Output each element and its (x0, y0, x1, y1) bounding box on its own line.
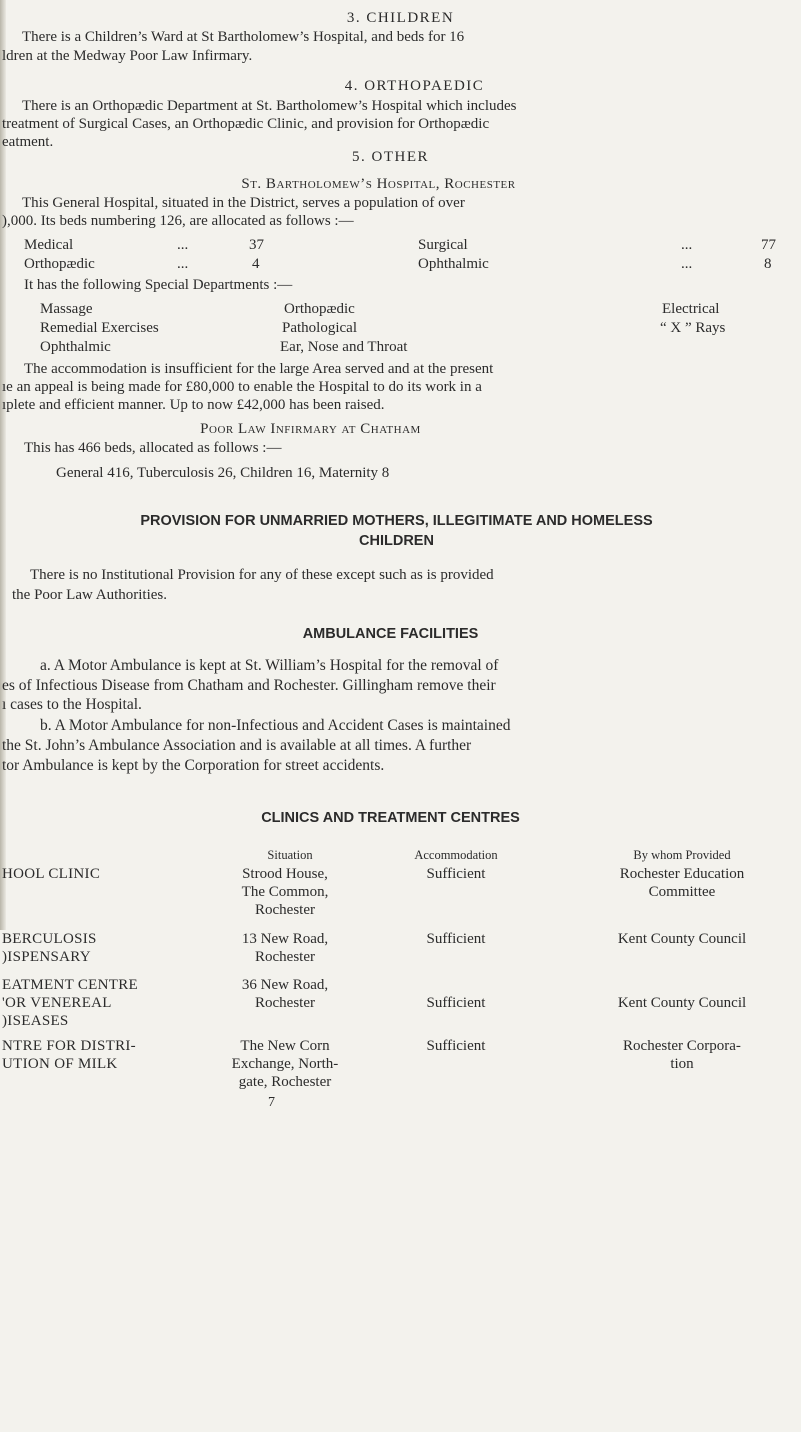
bed-label-orthopaedic: Orthopædic (24, 256, 95, 272)
provider-school-line-1: Rochester Education (619, 866, 745, 882)
bed-value-orthopaedic: 4 (252, 256, 260, 272)
ambulance-line-3: ı cases to the Hospital. (2, 696, 142, 713)
provider-tuberculosis: Kent County Council (617, 931, 747, 947)
clinic-name-milk-line-1: NTRE FOR DISTRI- (2, 1038, 136, 1054)
column-header-situation: Situation (267, 848, 313, 862)
provider-milk-line-2: tion (670, 1056, 694, 1072)
accommodation-milk: Sufficient (426, 1038, 486, 1054)
situation-venereal-line-1: 36 New Road, (241, 977, 329, 993)
clinic-name-tuberculosis-line-1: BERCULOSIS (2, 931, 97, 947)
column-header-accommodation: Accommodation (414, 848, 498, 862)
hospital-line-2: ),000. Its beds numbering 126, are allocated as follows :— (2, 213, 354, 229)
special-departments-intro: It has the following Special Departments :— (24, 277, 293, 293)
hospital-title: St. Bartholomew’s Hospital, Rochester (241, 176, 516, 192)
appeal-line-3: ıplete and efficient manner. Up to now £42,000 has been raised. (2, 397, 385, 413)
ambulance-line-5: the St. John’s Ambulance Association and is available at all times. A further (2, 737, 472, 754)
clinic-name-school: HOOL CLINIC (2, 866, 101, 882)
column-header-provider: By whom Provided (633, 848, 731, 862)
page-number: 7 (268, 1095, 275, 1110)
children-heading: 3. CHILDREN (346, 10, 455, 26)
accommodation-venereal: Sufficient (426, 995, 486, 1011)
bed-dots-medical: ... (177, 237, 189, 253)
infirmary-line-1: This has 466 beds, allocated as follows :— (24, 440, 282, 456)
situation-school-line-3: Rochester (255, 902, 315, 918)
provision-heading-line-2: CHILDREN (359, 533, 434, 549)
ambulance-line-6: tor Ambulance is kept by the Corporation for street accidents. (2, 757, 385, 774)
provider-venereal: Kent County Council (617, 995, 747, 1011)
ambulance-line-2: es of Infectious Disease from Chatham and Rochester. Gillingham remove their (2, 677, 496, 694)
bed-label-surgical: Surgical (418, 237, 468, 253)
bed-dots-surgical: ... (681, 237, 693, 253)
provision-line-2: the Poor Law Authorities. (12, 587, 167, 603)
dept-ear-nose-throat: Ear, Nose and Throat (280, 339, 408, 355)
situation-venereal-line-2: Rochester (255, 995, 315, 1011)
infirmary-line-2: General 416, Tuberculosis 26, Children 16, Maternity 8 (56, 465, 390, 481)
clinic-name-venereal-line-2: 'OR VENEREAL (2, 995, 112, 1011)
situation-school-line-2: The Common, (241, 884, 329, 900)
dept-electrical: Electrical (662, 301, 720, 317)
provision-line-1: There is no Institutional Provision for any of these except such as is provided (30, 567, 494, 583)
bed-value-ophthalmic: 8 (764, 256, 772, 272)
bed-label-ophthalmic: Ophthalmic (418, 256, 489, 272)
orthopaedic-heading: 4. ORTHOPAEDIC (344, 78, 485, 94)
clinic-name-milk-line-2: UTION OF MILK (2, 1056, 118, 1072)
dept-massage: Massage (40, 301, 93, 317)
appeal-line-1: The accommodation is insufficient for the large Area served and at the present (24, 361, 494, 377)
clinic-name-tuberculosis-line-2: )ISPENSARY (2, 949, 91, 965)
provider-school-line-2: Committee (648, 884, 716, 900)
dept-orthopaedic: Orthopædic (284, 301, 355, 317)
ambulance-heading: AMBULANCE FACILITIES (302, 626, 479, 642)
clinic-name-venereal-line-3: )ISEASES (2, 1013, 69, 1029)
accommodation-tuberculosis: Sufficient (426, 931, 486, 947)
situation-milk-line-3: gate, Rochester (238, 1074, 332, 1090)
situation-tuberculosis-line-2: Rochester (255, 949, 315, 965)
bed-label-medical: Medical (24, 237, 74, 253)
dept-remedial-exercises: Remedial Exercises (40, 320, 159, 336)
provider-milk-line-1: Rochester Corpora- (623, 1038, 741, 1054)
children-line-2: ldren at the Medway Poor Law Infirmary. (2, 48, 253, 64)
dept-ophthalmic: Ophthalmic (40, 339, 111, 355)
orthopaedic-line-3: eatment. (2, 134, 54, 150)
provision-heading-line-1: PROVISION FOR UNMARRIED MOTHERS, ILLEGITIMATE AND HOMELESS (140, 513, 653, 529)
orthopaedic-line-2: treatment of Surgical Cases, an Orthopædic Clinic, and provision for Orthopædic (2, 116, 490, 132)
situation-tuberculosis-line-1: 13 New Road, (241, 931, 329, 947)
bed-dots-orthopaedic: ... (177, 256, 189, 272)
clinic-name-venereal-line-1: EATMENT CENTRE (2, 977, 138, 993)
bed-dots-ophthalmic: ... (681, 256, 693, 272)
clinics-heading: CLINICS AND TREATMENT CENTRES (261, 810, 520, 826)
dept-pathological: Pathological (282, 320, 357, 336)
orthopaedic-line-1: There is an Orthopædic Department at St. Bartholomew’s Hospital which includes (22, 98, 517, 114)
situation-school-line-1: Strood House, (242, 866, 328, 882)
dept-x-rays: “ X ” Rays (660, 320, 726, 336)
ambulance-line-4: b. A Motor Ambulance for non-Infectious and Accident Cases is maintained (40, 717, 511, 734)
ambulance-line-1: a. A Motor Ambulance is kept at St. William’s Hospital for the removal of (40, 657, 499, 674)
other-heading: 5. OTHER (352, 149, 429, 165)
appeal-line-2: ıe an appeal is being made for £80,000 to enable the Hospital to do its work in a (2, 379, 482, 395)
children-line-1: There is a Children’s Ward at St Bartholomew’s Hospital, and beds for 16 (22, 29, 465, 45)
situation-milk-line-1: The New Corn (240, 1038, 330, 1054)
situation-milk-line-2: Exchange, North- (231, 1056, 339, 1072)
hospital-line-1: This General Hospital, situated in the District, serves a population of over (22, 195, 465, 211)
accommodation-school: Sufficient (426, 866, 486, 882)
infirmary-title: Poor Law Infirmary at Chatham (200, 421, 421, 437)
bed-value-surgical: 77 (761, 237, 776, 253)
bed-value-medical: 37 (249, 237, 264, 253)
